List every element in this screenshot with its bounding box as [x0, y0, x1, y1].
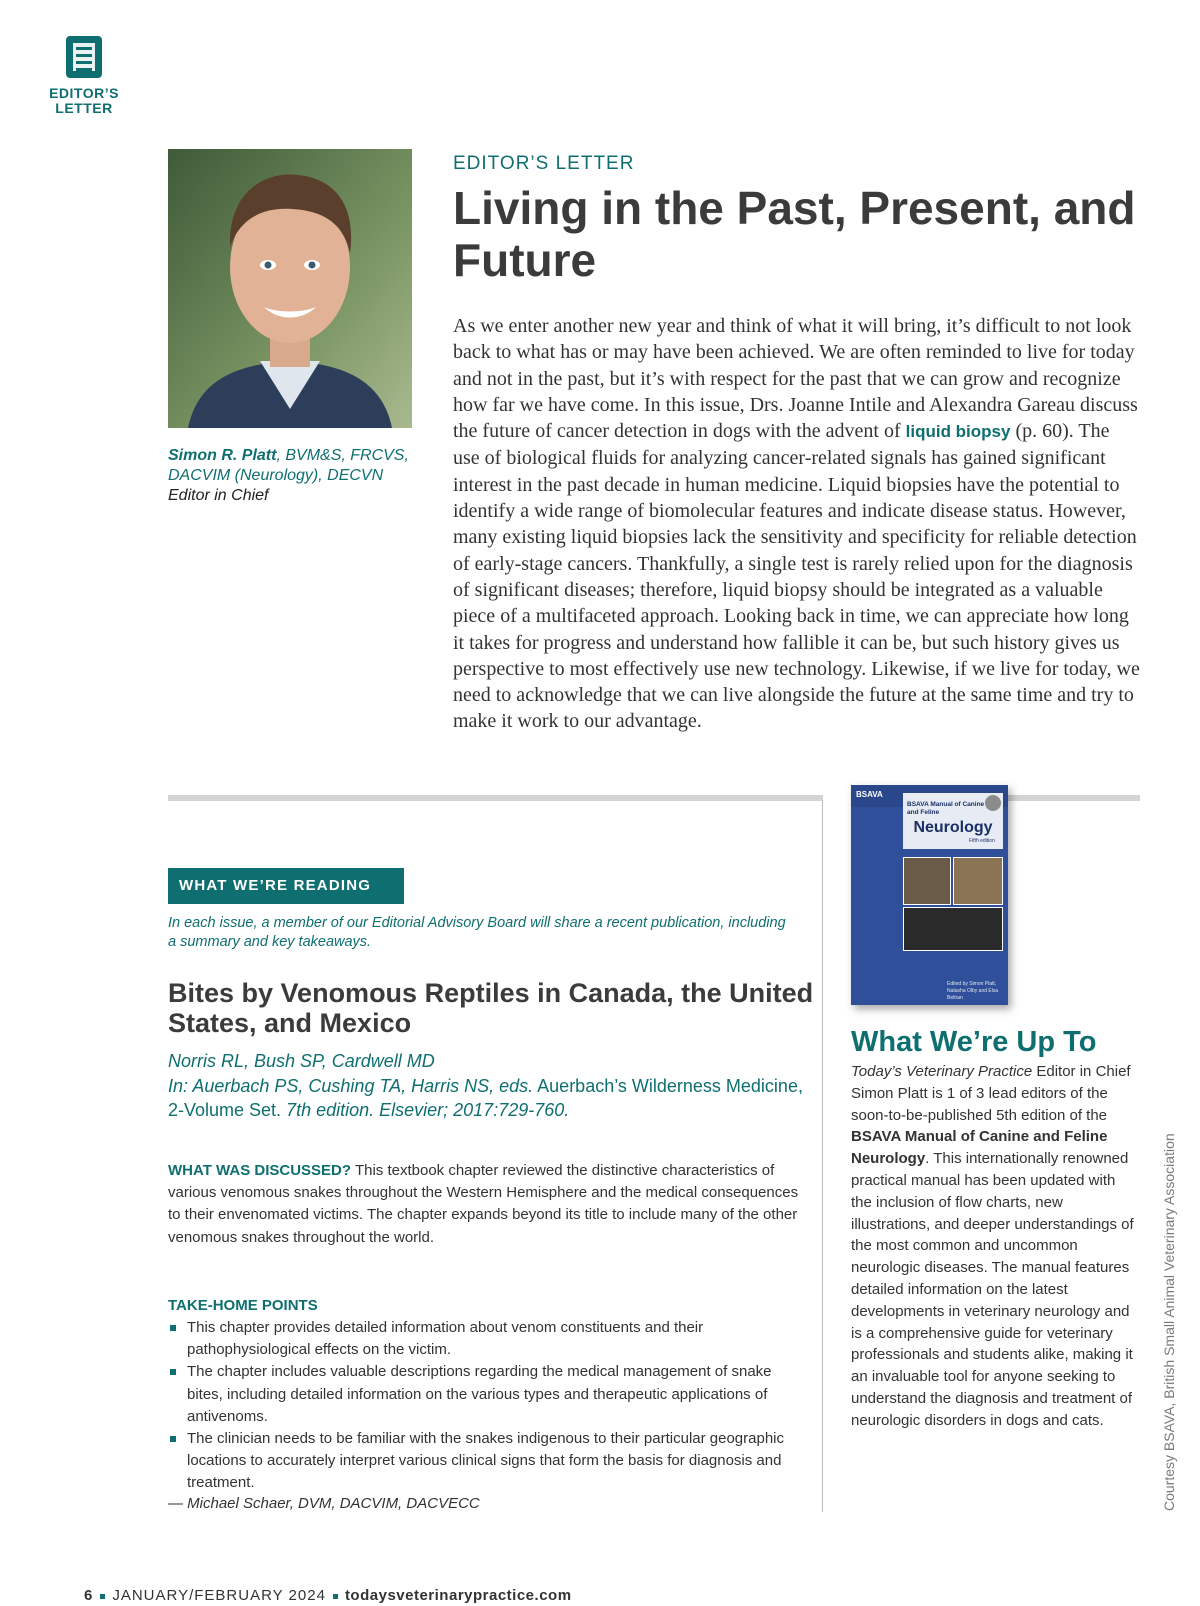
reading-badge: WHAT WE’RE READING [168, 868, 404, 904]
list-item [168, 1317, 808, 1361]
bullet-icon [170, 1436, 176, 1442]
citation-book: Auerbach’s Wilderness Medicine, 2-Volume Set. [168, 1075, 803, 1120]
cover-photos [903, 857, 1003, 957]
cover-editors: Edited by Simon Platt, Natasha Olby and Elsa Beltran [947, 981, 999, 1001]
letter-body-part1: As we enter another new year and think of what it will bring, it’s difficult to not look back to what has or may have been achieved. We are often reminded to live for today and not in the past, but it’s with respect for the past that we can grow and recognize how far we have come. In this issue, Drs. Joanne Intile and Alexandra Gareau discuss the future of cancer detection in dogs with the advent of [453, 315, 1138, 443]
page-number: 6 [84, 1587, 94, 1604]
cover-edition: Fifth edition [969, 838, 995, 844]
article-title: Bites by Venomous Reptiles in Canada, the United States, and Mexico [168, 978, 814, 1038]
point-text: The chapter includes valuable descriptions regarding the medical management of snake bites, including detailed information on the various types and therapeutic applications of antivenoms. [187, 1363, 772, 1425]
separator-icon [333, 1594, 338, 1599]
editor-portrait [168, 149, 412, 428]
discussed-paragraph [168, 1160, 808, 1249]
letter-headline: Living in the Past, Present, and Future [453, 182, 1136, 286]
editor-caption [168, 446, 418, 506]
discussed-text: This textbook chapter reviewed the distinctive characteristics of various venomous snakes throughout the Western Hemisphere and the medical consequences to their envenomated victims. The chapter expands beyond its title to include many of the other venomous snakes throughout the world. [168, 1162, 799, 1246]
editor-credentials: , BVM&S, FRCVS, DACVIM (Neurology), DECVN [168, 447, 409, 484]
takehome-heading: TAKE-HOME POINTS [168, 1297, 318, 1314]
page-footer [84, 1587, 572, 1604]
separator-icon [100, 1594, 105, 1599]
upto-title: What We’re Up To [851, 1026, 1097, 1058]
letter-body [453, 313, 1141, 735]
bullet-icon [170, 1369, 176, 1375]
book-cover [851, 785, 1008, 1005]
editor-title: Editor in Chief [168, 487, 269, 504]
section-marker [48, 36, 120, 116]
citation-edition: 7th edition. Elsevier; 2017:729-760. [281, 1100, 570, 1120]
upto-text-2: . This internationally renowned practical manual has been updated with the inclusion of flow charts, new illustrations, and deeper understandings of the most common and uncommon neurologic diseases. The manual features detailed information on the latest developments in veterinary neurology and is a comprehensive guide for veterinary professionals and students alike, making it an invaluable tool for anyone seeking to understand the diagnosis and treatment of neurologic disorders in dogs and cats. [851, 1150, 1134, 1429]
reviewer-signature: — Michael Schaer, DVM, DACVIM, DACVECC [168, 1495, 480, 1512]
cover-series: BSAVA Manual of Canine and Feline [907, 801, 985, 816]
upto-publication: Today’s Veterinary Practice [851, 1063, 1033, 1080]
section-divider [168, 795, 823, 801]
section-label: EDITOR’S LETTER [49, 85, 119, 116]
citation-authors: Norris RL, Bush SP, Cardwell MD [168, 1051, 435, 1071]
newspaper-icon [66, 36, 102, 78]
portrait-illustration [168, 149, 412, 428]
editor-name: Simon R. Platt [168, 447, 277, 464]
letter-kicker: EDITOR’S LETTER [453, 153, 635, 174]
play-icon [985, 795, 1001, 811]
takehome-list [168, 1317, 808, 1495]
upto-text-1: Editor in Chief Simon Platt is 1 of 3 lead editors of the soon-to-be-published 5th edition of the [851, 1063, 1131, 1124]
point-text: This chapter provides detailed information about venom constituents and their pathophysiological effects on the victim. [187, 1319, 704, 1359]
liquid-biopsy-link[interactable]: liquid biopsy [905, 422, 1011, 442]
upto-book-title: BSAVA Manual of Canine and Feline Neurology [851, 1128, 1108, 1168]
list-item [168, 1361, 808, 1428]
cover-subject: Neurology [913, 819, 993, 836]
discussed-label: WHAT WAS DISCUSSED? [168, 1162, 352, 1179]
reading-intro: In each issue, a member of our Editorial Advisory Board will share a recent publication, including a summary and key takeaways. [168, 915, 786, 950]
column-divider [822, 800, 823, 1512]
cover-photo-scan [903, 907, 1003, 951]
cover-photo-dog [903, 857, 951, 905]
cover-publisher: BSAVA [856, 790, 883, 799]
cover-photo-cat [953, 857, 1003, 905]
photo-credit: Courtesy BSAVA, British Small Animal Veterinary Association [1161, 1133, 1177, 1511]
section-divider-right [1006, 795, 1140, 801]
issue-date: JANUARY/FEBRUARY 2024 [112, 1587, 326, 1604]
point-text: The clinician needs to be familiar with the snakes indigenous to their particular geographic locations to accurately interpret various clinical signs that form the basis for diagnosis and treatment. [187, 1430, 785, 1492]
upto-body [851, 1061, 1136, 1432]
letter-body-part2: (p. 60). The use of biological fluids for analyzing cancer-related signals has gained significant interest in the past decade in human medicine. Liquid biopsies have the potential to identify a wide range of biomolecular features and indicate disease status. However, many existing liquid biopsies lack the sensitivity and specificity for reliable detection of early-stage cancers. Thankfully, a single test is rarely relied upon for the diagnosis of significant diseases; therefore, liquid biopsy should be integrated as a valuable piece of a multifaceted approach. Looking back in time, we can appreciate how long it takes for progress and understand how fallible it can be, but such history gives us perspective to most effectively use new technology. Likewise, if we live for today, we need to acknowledge that we can live alongside the future at the same time and try to make it work to our advantage. [453, 420, 1140, 733]
citation-editors: In: Auerbach PS, Cushing TA, Harris NS, eds. [168, 1075, 534, 1096]
article-citation [168, 1049, 818, 1123]
bullet-icon [170, 1325, 176, 1331]
website-link[interactable]: todaysveterinarypractice.com [344, 1587, 572, 1604]
list-item [168, 1428, 808, 1495]
